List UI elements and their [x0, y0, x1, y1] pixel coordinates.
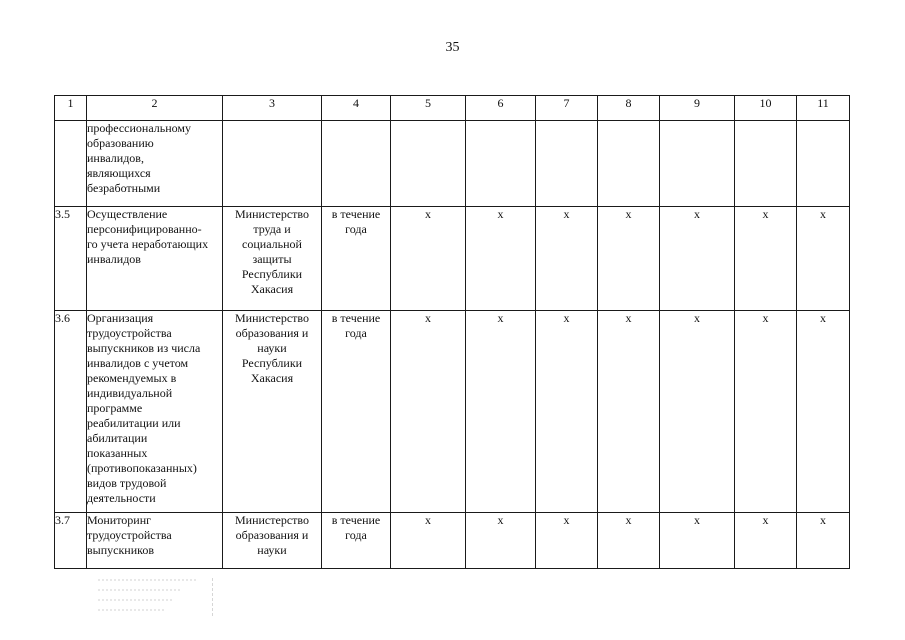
col-header-10: 10: [735, 96, 797, 121]
table-row: [55, 207, 850, 311]
row-mark-8: [598, 121, 660, 207]
row-mark-9: x: [660, 311, 735, 513]
row-term: в течение года: [322, 207, 391, 311]
row-number: 3.5: [55, 207, 87, 311]
row-mark-9: x: [660, 207, 735, 311]
row-mark-7: x: [536, 311, 598, 513]
row-mark-5: [391, 121, 466, 207]
row-mark-11: x: [797, 513, 850, 569]
row-mark-6: x: [466, 207, 536, 311]
col-header-8: 8: [598, 96, 660, 121]
col-header-5: 5: [391, 96, 466, 121]
col-header-6: 6: [466, 96, 536, 121]
header-row: [55, 96, 850, 121]
table-row: [55, 311, 850, 513]
activities-table: [54, 95, 850, 569]
row-mark-5: x: [391, 207, 466, 311]
row-number: [55, 121, 87, 207]
row-mark-8: x: [598, 311, 660, 513]
row-mark-11: x: [797, 311, 850, 513]
row-mark-10: x: [735, 207, 797, 311]
row-mark-7: x: [536, 207, 598, 311]
faint-scan-stamp: [96, 576, 216, 616]
col-header-3: 3: [223, 96, 322, 121]
row-mark-8: x: [598, 513, 660, 569]
row-mark-11: x: [797, 207, 850, 311]
row-mark-9: x: [660, 513, 735, 569]
col-header-4: 4: [322, 96, 391, 121]
row-mark-6: [466, 121, 536, 207]
col-header-11: 11: [797, 96, 850, 121]
row-mark-11: [797, 121, 850, 207]
row-mark-9: [660, 121, 735, 207]
row-term: [322, 121, 391, 207]
row-term: в течение года: [322, 311, 391, 513]
row-activity: Осуществление персонифицированно- го учета неработающих инвалидов: [87, 207, 223, 311]
row-mark-5: x: [391, 311, 466, 513]
page-number: 35: [445, 40, 460, 55]
table-row: [55, 121, 850, 207]
row-mark-6: x: [466, 311, 536, 513]
row-executor: [223, 121, 322, 207]
table-row: [55, 513, 850, 569]
row-mark-10: x: [735, 311, 797, 513]
row-activity: профессиональному образованию инвалидов, являющихся безработными: [87, 121, 223, 207]
row-term: в течение года: [322, 513, 391, 569]
row-executor: Министерство образования и науки Республики Хакасия: [223, 311, 322, 513]
row-mark-7: [536, 121, 598, 207]
row-number: 3.7: [55, 513, 87, 569]
row-mark-10: x: [735, 513, 797, 569]
row-activity: Организация трудоустройства выпускников из числа инвалидов с учетом рекомендуемых в индивидуальной программе реабилитации или абилитации показанных (противопоказанных) видов трудовой деятельности: [87, 311, 223, 513]
col-header-1: 1: [55, 96, 87, 121]
row-mark-10: [735, 121, 797, 207]
row-mark-8: x: [598, 207, 660, 311]
stamp-edge: [212, 578, 214, 616]
row-executor: Министерство труда и социальной защиты Республики Хакасия: [223, 207, 322, 311]
row-mark-7: x: [536, 513, 598, 569]
col-header-9: 9: [660, 96, 735, 121]
stamp-marks-icon: [96, 576, 212, 616]
row-activity: Мониторинг трудоустройства выпускников: [87, 513, 223, 569]
col-header-7: 7: [536, 96, 598, 121]
col-header-2: 2: [87, 96, 223, 121]
row-mark-6: x: [466, 513, 536, 569]
row-executor: Министерство образования и науки: [223, 513, 322, 569]
row-mark-5: x: [391, 513, 466, 569]
row-number: 3.6: [55, 311, 87, 513]
